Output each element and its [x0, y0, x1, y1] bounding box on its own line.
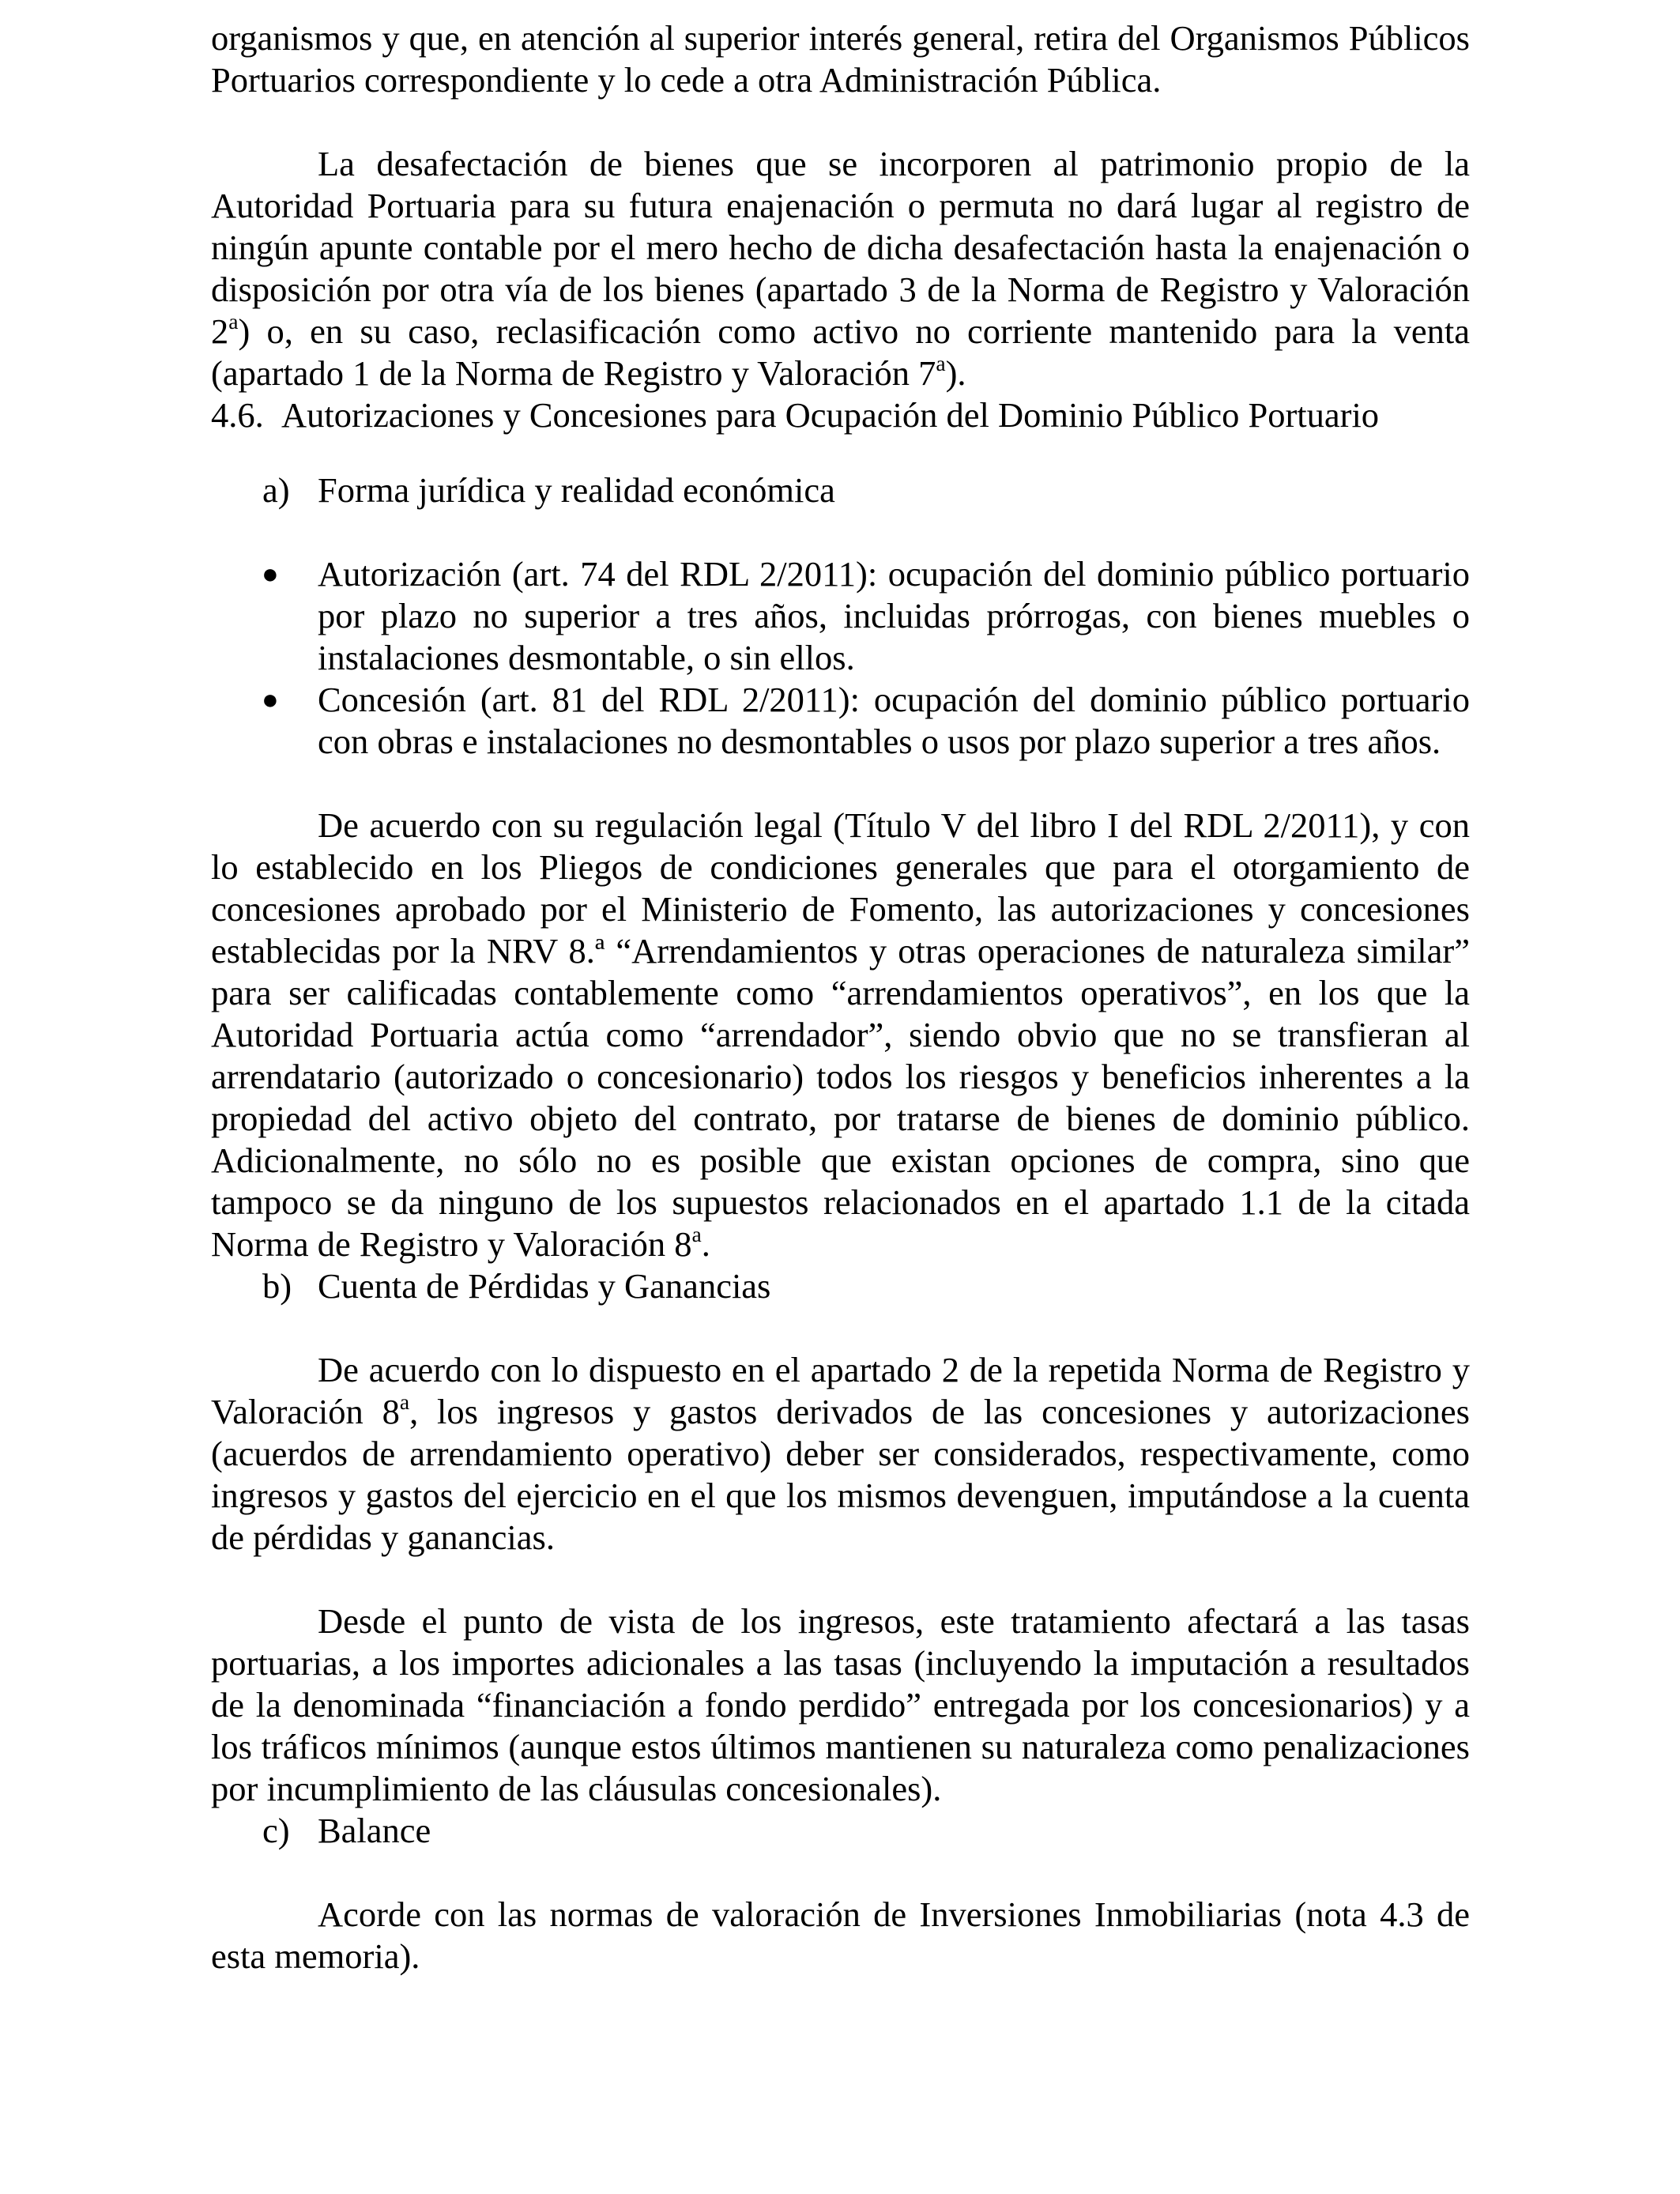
bullet-list	[211, 553, 1470, 763]
paragraph-text: Desde el punto de vista de los ingresos, este tratamiento afectará a las tasas portuarias, a los importes adicionales a las tasas (incluyendo la imputación a resultados de la denominada “financiación a fondo perdido” entregada por los concesionarios) y a los tráficos mínimos (aunque estos últimos mantienen su naturaleza como penalizaciones por incumplimiento de las cláusulas concesionales).	[211, 1601, 1470, 1808]
paragraph-regulacion	[211, 805, 1470, 1265]
list-item-text: Concesión (art. 81 del RDL 2/2011): ocupación del dominio público portuario con obras e instalaciones no desmontables o usos por plazo superior a tres años.	[318, 680, 1470, 761]
subsection-title: Forma jurídica y realidad económica	[318, 470, 835, 510]
subsection-letter: b)	[262, 1266, 292, 1306]
bullet-icon: ●	[262, 558, 279, 590]
paragraph-ingresos	[211, 1600, 1470, 1810]
paragraph-balance	[211, 1894, 1470, 1977]
paragraph-desafectacion	[211, 143, 1470, 394]
paragraph-text: organismos y que, en atención al superior interés general, retira del Organismos Públicos Portuarios correspondiente y lo cede a otra Administración Pública.	[211, 18, 1470, 100]
subsection-a-heading	[211, 469, 1470, 511]
subsection-b-heading	[211, 1265, 1470, 1307]
section-number: 4.6.	[211, 395, 264, 435]
paragraph-continuation	[211, 17, 1470, 101]
paragraph-text: Acorde con las normas de valoración de Inversiones Inmobiliarias (nota 4.3 de esta memoria).	[211, 1894, 1470, 1976]
subsection-title: Cuenta de Pérdidas y Ganancias	[318, 1266, 771, 1306]
subsection-letter: a)	[262, 470, 290, 510]
paragraph-text: ) o, en su caso, reclasificación como activo no corriente mantenido para la venta (apartado 1 de la Norma de Registro y Valoración 7	[211, 311, 1470, 393]
section-title: Autorizaciones y Concesiones para Ocupación del Dominio Público Portuario	[281, 395, 1380, 435]
list-item	[211, 679, 1470, 763]
superscript: a	[399, 1389, 410, 1415]
paragraph-perdidas	[211, 1349, 1470, 1559]
paragraph-text: La desafectación de bienes que se incorporen al patrimonio propio de la Autoridad Portuaria para su futura enajenación o permuta no dará lugar al registro de ningún apunte contable por el mero hecho de dicha desafectación hasta la enajenación o disposición por otra vía de los bienes (apartado 3 de la Norma de Registro y Valoración 2	[211, 144, 1470, 351]
paragraph-text: , los ingresos y gastos derivados de las concesiones y autorizaciones (acuerdos de arrendamiento operativo) deber ser considerados, respectivamente, como ingresos y gastos del ejercicio en el que los mismos devenguen, imputándose a la cuenta de pérdidas y ganancias.	[211, 1392, 1470, 1557]
paragraph-text: ).	[945, 353, 966, 393]
section-heading	[211, 394, 1470, 436]
superscript: a	[691, 1222, 702, 1247]
subsection-c-heading	[211, 1810, 1470, 1852]
list-item-text: Autorización (art. 74 del RDL 2/2011): ocupación del dominio público portuario por plazo no superior a tres años, incluidas prórrogas, con bienes muebles o instalaciones desmontable, o sin ellos.	[318, 554, 1470, 677]
superscript: a	[228, 309, 239, 334]
subsection-letter: c)	[262, 1811, 290, 1850]
superscript: a	[936, 351, 946, 376]
paragraph-text: .	[701, 1224, 710, 1264]
paragraph-text: De acuerdo con su regulación legal (Título V del libro I del RDL 2/2011), y con lo establecido en los Pliegos de condiciones generales que para el otorgamiento de concesiones aprobado por el Ministerio de Fomento, las autorizaciones y concesiones establecidas por la NRV 8.ª “Arrendamientos y otras operaciones de naturaleza similar” para ser calificadas contablemente como “arrendamientos operativos”, en los que la Autoridad Portuaria actúa como “arrendador”, siendo obvio que no se transfieran al arrendatario (autorizado o concesionario) todos los riesgos y beneficios inherentes a la propiedad del activo objeto del contrato, por tratarse de bienes de dominio público. Adicionalmente, no sólo no es posible que existan opciones de compra, sino que tampoco se da ninguno de los supuestos relacionados en el apartado 1.1 de la citada Norma de Registro y Valoración 8	[211, 805, 1470, 1264]
bullet-icon: ●	[262, 684, 279, 715]
paragraph-text: De acuerdo con lo dispuesto en el apartado 2 de la repetida Norma de Registro y Valoración 8	[211, 1350, 1470, 1431]
subsection-title: Balance	[318, 1811, 431, 1850]
document-page	[211, 17, 1470, 1977]
list-item	[211, 553, 1470, 679]
